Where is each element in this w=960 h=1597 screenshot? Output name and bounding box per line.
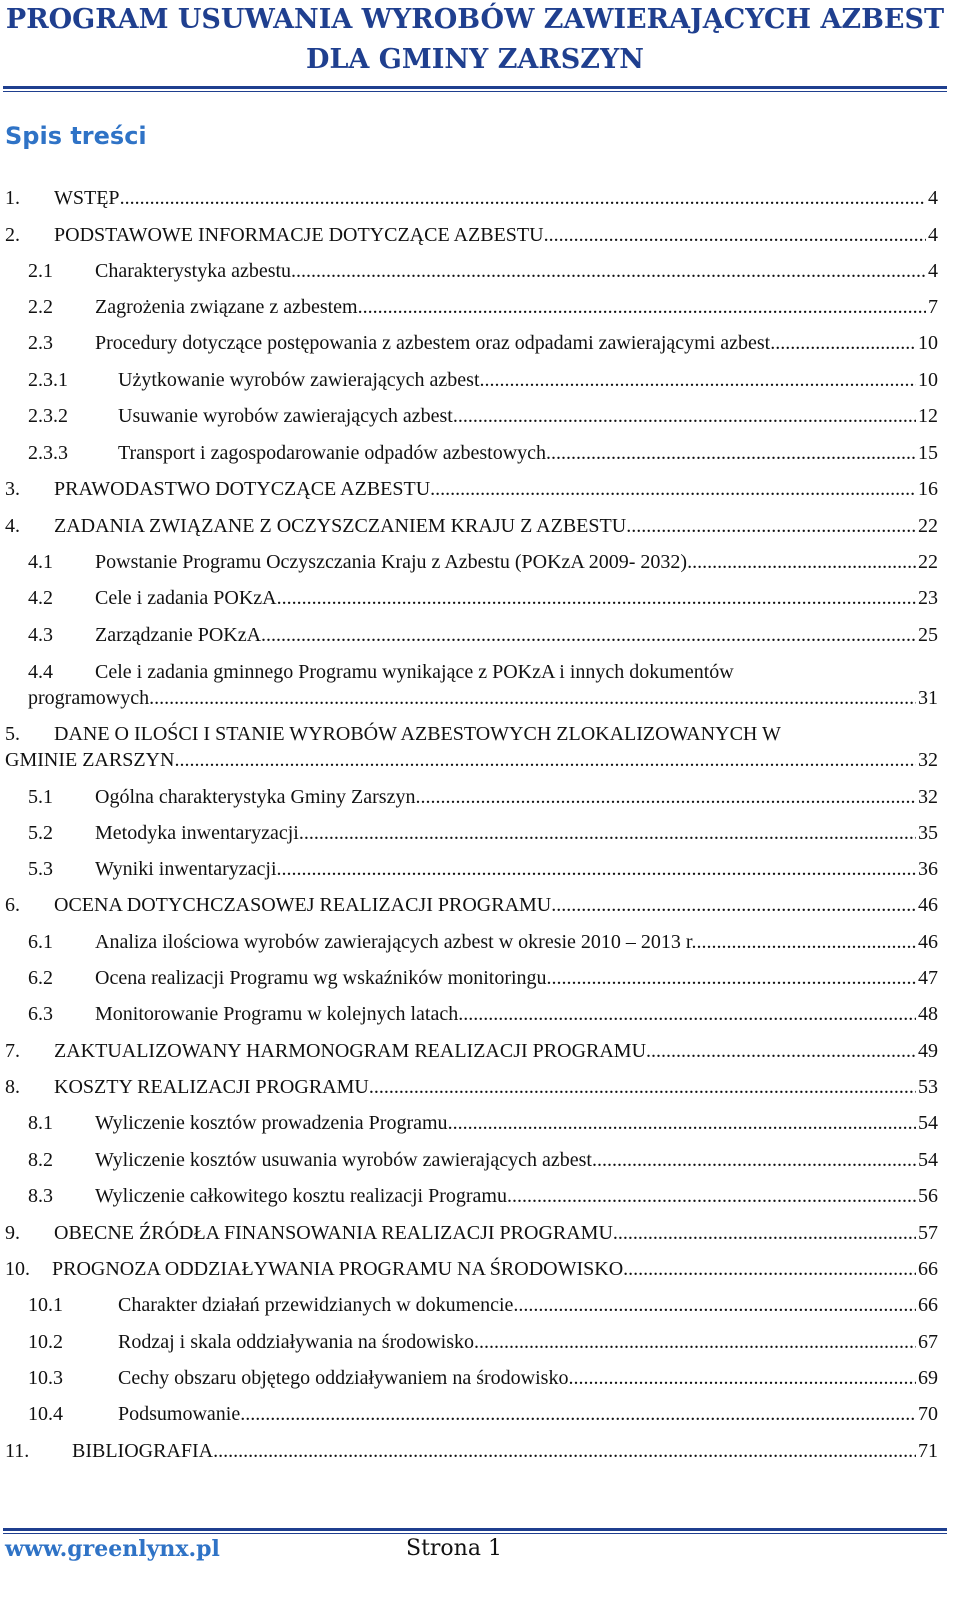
toc-entry-number: 10.2 <box>28 1331 63 1353</box>
toc-entry-number: 2. <box>5 224 20 246</box>
toc-entry[interactable] <box>0 1220 938 1246</box>
toc-entry-title: Ogólna charakterystyka Gminy Zarszyn <box>95 786 416 808</box>
toc-entry-page: 4 <box>928 187 938 209</box>
toc-dot-leader <box>613 1220 916 1246</box>
document-title-line2: DLA GMINY ZARSZYN <box>306 44 644 75</box>
toc-entry-title: OBECNE ŹRÓDŁA FINANSOWANIA REALIZACJI PROGRAMU <box>54 1222 613 1244</box>
toc-entry-title: Metodyka inwentaryzacji <box>95 822 299 844</box>
toc-entry-page: 22 <box>918 515 938 537</box>
toc-entry-title: PROGNOZA ODDZIAŁYWANIA PROGRAMU NA ŚRODOWISKO <box>52 1258 624 1280</box>
toc-entry-title: Usuwanie wyrobów zawierających azbest <box>118 405 453 427</box>
toc-entry-first-line <box>0 721 938 747</box>
toc-entry-page: 15 <box>918 442 938 464</box>
toc-dot-leader <box>430 476 916 502</box>
toc-entry-page: 57 <box>918 1222 938 1244</box>
toc-entry[interactable] <box>0 685 938 711</box>
toc-dot-leader <box>568 1365 916 1391</box>
toc-entry[interactable] <box>0 747 938 773</box>
toc-entry-title: GMINIE ZARSZYN <box>5 749 175 771</box>
toc-entry-title: KOSZTY REALIZACJI PROGRAMU <box>54 1076 369 1098</box>
toc-entry-page: 31 <box>918 687 938 709</box>
toc-entry-number: 3. <box>5 478 20 500</box>
toc-entry-title: Wyliczenie całkowitego kosztu realizacji Programu <box>95 1185 507 1207</box>
toc-entry-number: 5.3 <box>28 858 53 880</box>
toc-entry-number: 2.2 <box>28 296 53 318</box>
footer-divider <box>3 1528 947 1531</box>
toc-entry[interactable] <box>0 1074 938 1100</box>
toc-entry[interactable] <box>0 892 938 918</box>
toc-dot-leader <box>120 185 926 211</box>
toc-entry-page: 54 <box>918 1112 938 1134</box>
toc-entry-page: 4 <box>928 224 938 246</box>
toc-entry-page: 66 <box>918 1294 938 1316</box>
toc-dot-leader <box>551 892 916 918</box>
toc-entry-page: 32 <box>918 749 938 771</box>
toc-dot-leader <box>513 1292 916 1318</box>
toc-entry-page: 71 <box>918 1440 938 1462</box>
toc-entry[interactable] <box>0 1256 938 1282</box>
toc-entry-number: 2.3.3 <box>28 442 68 464</box>
toc-dot-leader <box>261 622 916 648</box>
toc-entry-title: Charakterystyka azbestu <box>95 260 292 282</box>
toc-dot-leader <box>458 1001 916 1027</box>
toc-entry[interactable] <box>0 549 938 575</box>
toc-dot-leader <box>448 1110 916 1136</box>
toc-entry-page: 23 <box>918 587 938 609</box>
footer-divider-thin <box>3 1533 947 1534</box>
toc-entry[interactable] <box>0 258 938 284</box>
toc-entry-title: Monitorowanie Programu w kolejnych latach <box>95 1003 459 1025</box>
toc-entry[interactable] <box>0 965 938 991</box>
toc-entry-title: PRAWODASTWO DOTYCZĄCE AZBESTU <box>54 478 431 500</box>
toc-entry-title: Zagrożenia związane z azbestem <box>95 296 358 318</box>
toc-entry-number: 2.1 <box>28 260 53 282</box>
toc-entry-title: OCENA DOTYCHCZASOWEJ REALIZACJI PROGRAMU <box>54 894 552 916</box>
toc-entry[interactable] <box>0 330 938 356</box>
toc-entry-title: ZADANIA ZWIĄZANE Z OCZYSZCZANIEM KRAJU Z AZBESTU <box>54 515 627 537</box>
toc-entry[interactable] <box>0 294 938 320</box>
toc-entry-title: Wyliczenie kosztów prowadzenia Programu <box>95 1112 448 1134</box>
toc-entry[interactable] <box>0 585 938 611</box>
toc-entry-title: Zarządzanie POKzA <box>95 624 262 646</box>
toc-entry-title-part: DANE O ILOŚCI I STANIE WYROBÓW AZBESTOWYCH ZLOKALIZOWANYCH W <box>54 723 781 745</box>
toc-entry-page: 47 <box>918 967 938 989</box>
toc-dot-leader <box>592 1147 916 1173</box>
toc-entry-page: 12 <box>918 405 938 427</box>
toc-dot-leader <box>646 1038 916 1064</box>
toc-entry-title: Użytkowanie wyrobów zawierających azbest <box>118 369 480 391</box>
toc-dot-leader <box>623 1256 916 1282</box>
toc-dot-leader <box>453 403 916 429</box>
toc-entry-page: 67 <box>918 1331 938 1353</box>
toc-entry-number: 2.3.2 <box>28 405 68 427</box>
toc-entry-page: 35 <box>918 822 938 844</box>
toc-entry[interactable] <box>0 784 938 810</box>
toc-dot-leader <box>480 367 916 393</box>
toc-entry-number: 8. <box>5 1076 20 1098</box>
toc-entry-title: Powstanie Programu Oczyszczania Kraju z Azbestu (POKzA 2009- 2032) <box>95 551 688 573</box>
toc-entry[interactable] <box>0 1365 938 1391</box>
toc-entry-page: 49 <box>918 1040 938 1062</box>
toc-entry[interactable] <box>0 1110 938 1136</box>
header-divider <box>3 86 947 89</box>
toc-entry[interactable] <box>0 1438 938 1464</box>
toc-entry-first-line <box>0 659 938 685</box>
toc-entry-page: 7 <box>928 296 938 318</box>
footer-website: www.greenlynx.pl <box>5 1536 220 1562</box>
toc-dot-leader <box>291 258 926 284</box>
toc-dot-leader <box>474 1329 916 1355</box>
toc-entry[interactable] <box>0 622 938 648</box>
toc-entry-page: 36 <box>918 858 938 880</box>
toc-entry-number: 2.3.1 <box>28 369 68 391</box>
toc-entry-page: 46 <box>918 894 938 916</box>
toc-entry-title: Wyliczenie kosztów usuwania wyrobów zawierających azbest <box>95 1149 592 1171</box>
toc-entry-number: 2.3 <box>28 332 53 354</box>
toc-entry[interactable] <box>0 1183 938 1209</box>
toc-entry[interactable] <box>0 367 938 393</box>
footer-page-number: Strona 1 <box>406 1536 502 1561</box>
toc-entry-title: Analiza ilościowa wyrobów zawierających azbest w okresie 2010 – 2013 r. <box>95 931 697 953</box>
toc-entry-page: 69 <box>918 1367 938 1389</box>
toc-heading: Spis treści <box>5 122 147 150</box>
toc-entry-title: programowych <box>28 687 150 709</box>
toc-entry[interactable] <box>0 185 938 211</box>
toc-entry[interactable] <box>0 820 938 846</box>
toc-entry-number: 9. <box>5 1222 20 1244</box>
toc-entry-number: 6.1 <box>28 931 53 953</box>
toc-dot-leader <box>369 1074 916 1100</box>
toc-entry-title: WSTĘP <box>54 187 120 209</box>
toc-dot-leader <box>174 747 916 773</box>
toc-entry-number: 4.2 <box>28 587 53 609</box>
toc-entry-page: 25 <box>918 624 938 646</box>
document-title-line1: PROGRAM USUWANIA WYROBÓW ZAWIERAJĄCYCH AZBEST <box>5 4 945 35</box>
toc-dot-leader <box>358 294 926 320</box>
toc-dot-leader <box>277 856 916 882</box>
toc-entry[interactable] <box>0 476 938 502</box>
toc-entry-title: Rodzaj i skala oddziaływania na środowisko <box>118 1331 475 1353</box>
toc-entry-page: 16 <box>918 478 938 500</box>
toc-entry-page: 46 <box>918 931 938 953</box>
toc-entry-number: 4. <box>5 515 20 537</box>
toc-entry-title-part: Cele i zadania gminnego Programu wynikające z POKzA i innych dokumentów <box>95 661 734 683</box>
toc-entry[interactable] <box>0 1001 938 1027</box>
toc-entry-number: 6. <box>5 894 20 916</box>
toc-dot-leader <box>696 929 916 955</box>
toc-entry[interactable] <box>0 222 938 248</box>
toc-dot-leader <box>770 330 916 356</box>
toc-dot-leader <box>507 1183 916 1209</box>
toc-entry-page: 10 <box>918 332 938 354</box>
toc-entry-number: 6.3 <box>28 1003 53 1025</box>
toc-entry-title: Charakter działań przewidzianych w dokumencie <box>118 1294 514 1316</box>
toc-entry-title: Transport i zagospodarowanie odpadów azbestowych <box>118 442 547 464</box>
toc-entry-number: 10.1 <box>28 1294 63 1316</box>
toc-entry-number: 8.1 <box>28 1112 53 1134</box>
toc-entry-page: 48 <box>918 1003 938 1025</box>
toc-entry[interactable] <box>0 513 938 539</box>
toc-entry-number: 5.1 <box>28 786 53 808</box>
toc-entry-page: 66 <box>918 1258 938 1280</box>
toc-entry-title: PODSTAWOWE INFORMACJE DOTYCZĄCE AZBESTU <box>54 224 544 246</box>
toc-entry[interactable] <box>0 440 938 466</box>
toc-dot-leader <box>213 1438 916 1464</box>
toc-entry[interactable] <box>0 1329 938 1355</box>
toc-dot-leader <box>277 585 916 611</box>
toc-entry-number: 8.2 <box>28 1149 53 1171</box>
toc-dot-leader <box>687 549 916 575</box>
toc-dot-leader <box>547 965 916 991</box>
toc-entry-number: 7. <box>5 1040 20 1062</box>
toc-entry-title: Podsumowanie <box>118 1403 241 1425</box>
toc-entry-title: Ocena realizacji Programu wg wskaźników monitoringu <box>95 967 547 989</box>
toc-entry-number: 5.2 <box>28 822 53 844</box>
toc-entry-page: 54 <box>918 1149 938 1171</box>
toc-entry-number: 6.2 <box>28 967 53 989</box>
toc-entry-page: 56 <box>918 1185 938 1207</box>
document-header <box>0 0 950 80</box>
toc-entry[interactable] <box>0 856 938 882</box>
toc-dot-leader <box>240 1401 916 1427</box>
toc-dot-leader <box>544 222 926 248</box>
toc-entry-title: BIBLIOGRAFIA <box>72 1440 214 1462</box>
toc-entry-number: 1. <box>5 187 20 209</box>
toc-entry[interactable] <box>0 403 938 429</box>
toc-dot-leader <box>546 440 916 466</box>
toc-entry[interactable] <box>0 1038 938 1064</box>
toc-entry-number: 4.1 <box>28 551 53 573</box>
toc-entry[interactable] <box>0 929 938 955</box>
toc-entry-number: 5. <box>5 723 20 745</box>
toc-entry[interactable] <box>0 1147 938 1173</box>
toc-entry-title: Cechy obszaru objętego oddziaływaniem na środowisko <box>118 1367 569 1389</box>
header-divider-thin <box>3 91 947 92</box>
toc-entry-number: 11. <box>5 1440 30 1462</box>
toc-entry-number: 10.4 <box>28 1403 63 1425</box>
toc-dot-leader <box>626 513 916 539</box>
toc-entry-title: Cele i zadania POKzA <box>95 587 277 609</box>
toc-entry-number: 4.3 <box>28 624 53 646</box>
toc-entry[interactable] <box>0 1401 938 1427</box>
toc-entry-title: Wyniki inwentaryzacji <box>95 858 277 880</box>
toc-dot-leader <box>149 685 916 711</box>
toc-entry-number: 8.3 <box>28 1185 53 1207</box>
toc-entry-page: 22 <box>918 551 938 573</box>
toc-dot-leader <box>299 820 916 846</box>
toc-entry-page: 70 <box>918 1403 938 1425</box>
toc-entry-number: 10.3 <box>28 1367 63 1389</box>
toc-entry-page: 53 <box>918 1076 938 1098</box>
toc-entry-number: 10. <box>5 1258 30 1280</box>
toc-entry-page: 32 <box>918 786 938 808</box>
toc-entry-title: ZAKTUALIZOWANY HARMONOGRAM REALIZACJI PROGRAMU <box>54 1040 647 1062</box>
toc-entry-page: 10 <box>918 369 938 391</box>
toc-dot-leader <box>415 784 916 810</box>
toc-entry-number: 4.4 <box>28 661 53 683</box>
toc-entry-page: 4 <box>928 260 938 282</box>
toc-entry-title: Procedury dotyczące postępowania z azbestem oraz odpadami zawierającymi azbest <box>95 332 771 354</box>
toc-entry[interactable] <box>0 1292 938 1318</box>
